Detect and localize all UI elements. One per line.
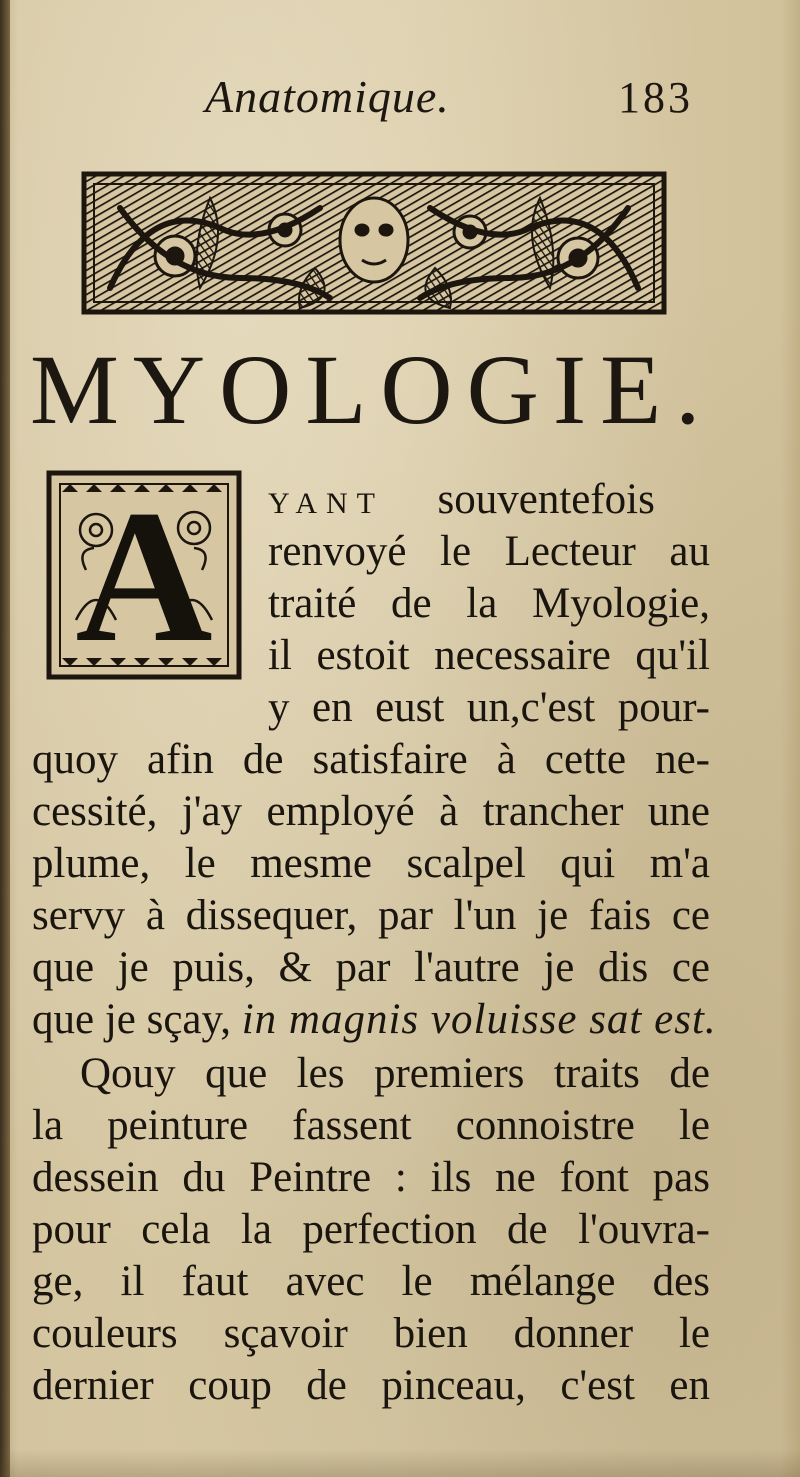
drop-cap-letter: A: [75, 472, 213, 682]
text-line: il estoit necessaire qu'il: [268, 632, 710, 679]
text-line: quoy afin de satisfaire à cette ne-: [32, 736, 710, 783]
ornamental-headpiece: [80, 168, 668, 318]
roman-text: que je sçay,: [32, 996, 231, 1043]
latin-quote: in magnis voluisse sat est.: [241, 996, 717, 1043]
text-line: plume, le mesme scalpel qui m'a: [32, 840, 710, 887]
text-line: couleurs sçavoir bien donner le: [32, 1310, 710, 1357]
text-line: que je puis, & par l'autre je dis ce: [32, 944, 710, 991]
text-line: dessein du Peintre : ils ne font pas: [32, 1154, 710, 1201]
text-line: y en eust un,c'est pour-: [268, 684, 710, 731]
page-binding-edge: [0, 0, 10, 1477]
section-title: MYOLOGIE.: [30, 334, 715, 445]
running-head-title: Anatomique.: [205, 71, 450, 122]
text-line: la peinture fassent connoistre le: [32, 1102, 710, 1149]
text-line: traité de la Myologie,: [268, 580, 710, 627]
text-line: servy à dissequer, par l'un je fais ce: [32, 892, 710, 939]
opening-line-rest: souventefois: [437, 476, 655, 523]
text-line-1: [268, 478, 710, 521]
text-line: ge, il faut avec le mélange des: [32, 1258, 710, 1305]
text-line: dernier coup de pinceau, c'est en: [32, 1362, 710, 1409]
page-number: 183: [618, 73, 693, 122]
text-line: pour cela la perfection de l'ouvra-: [32, 1206, 710, 1253]
text-line-11: [32, 996, 717, 1043]
text-line: cessité, j'ay employé à trancher une: [32, 788, 710, 835]
page-bottom-shadow: [0, 1449, 800, 1477]
text-line: Qouy que les premiers traits de: [80, 1050, 710, 1097]
text-line: renvoyé le Lecteur au: [268, 528, 710, 575]
drop-cap: [46, 470, 242, 680]
opening-small-caps: YANT: [268, 487, 384, 520]
